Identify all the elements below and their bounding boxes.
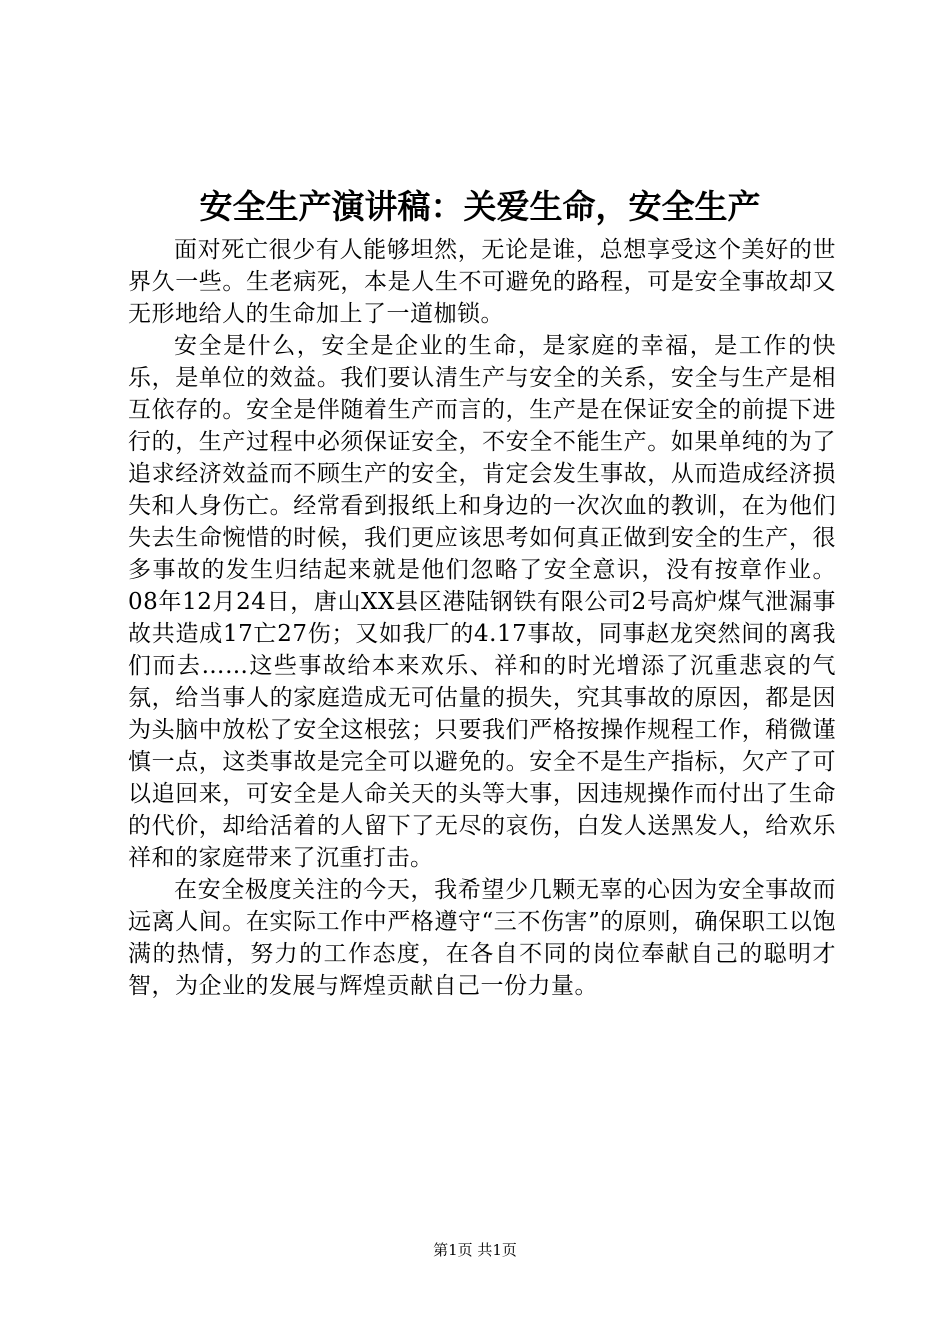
document-title: 安全生产演讲稿：关爱生命，安全生产 [199,187,761,226]
paragraph-2: 安全是什么，安全是企业的生命，是家庭的幸福，是工作的快乐，是单位的效益。我们要认清生产与安全的关系，安全与生产是相互依存的。安全是伴随着生产而言的，生产是在保证安全的前提下进行的，生产过程中必须保证安全，不安全不能生产。如果单纯的为了追求经济效益而不顾生产的安全，肯定会发生事故，从而造成经济损失和人身伤亡。经常看到报纸上和身边的一次次血的教训，在为他们失去生命惋惜的时候，我们更应该思考如何真正做到安全的生产，很多事故的发生归结起来就是他们忽略了安全意识，没有按章作业。08年12月24日，唐山XX县区港陆钢铁有限公司2号高炉煤气泄漏事故共造成17亡27伤；又如我厂的4.17事故，同事赵龙突然间的离我们而去……这些事故给本来欢乐、祥和的时光增添了沉重悲哀的气氛，给当事人的家庭造成无可估量的损失，究其事故的原因，都是因为头脑中放松了安全这根弦；只要我们严格按操作规程工作，稍微谨慎一点，这类事故是完全可以避免的。安全不是生产指标，欠产了可以追回来，可安全是人命关天的头等大事，因违规操作而付出了生命的代价，却给活着的人留下了无尽的哀伤，白发人送黑发人，给欢乐祥和的家庭带来了沉重打击。 [128,333,836,871]
document-body [128,234,836,1002]
page-footer: 第1页 共1页 [433,1241,517,1259]
paragraph-3: 在安全极度关注的今天，我希望少几颗无辜的心因为安全事故而远离人间。在实际工作中严格遵守“三不伤害”的原则，确保职工以饱满的热情，努力的工作态度，在各自不同的岗位奉献自己的聪明才智，为企业的发展与辉煌贡献自己一份力量。 [128,877,836,999]
paragraph-1: 面对死亡很少有人能够坦然，无论是谁，总想享受这个美好的世界久一些。生老病死，本是人生不可避免的路程，可是安全事故却又无形地给人的生命加上了一道枷锁。 [128,237,836,327]
